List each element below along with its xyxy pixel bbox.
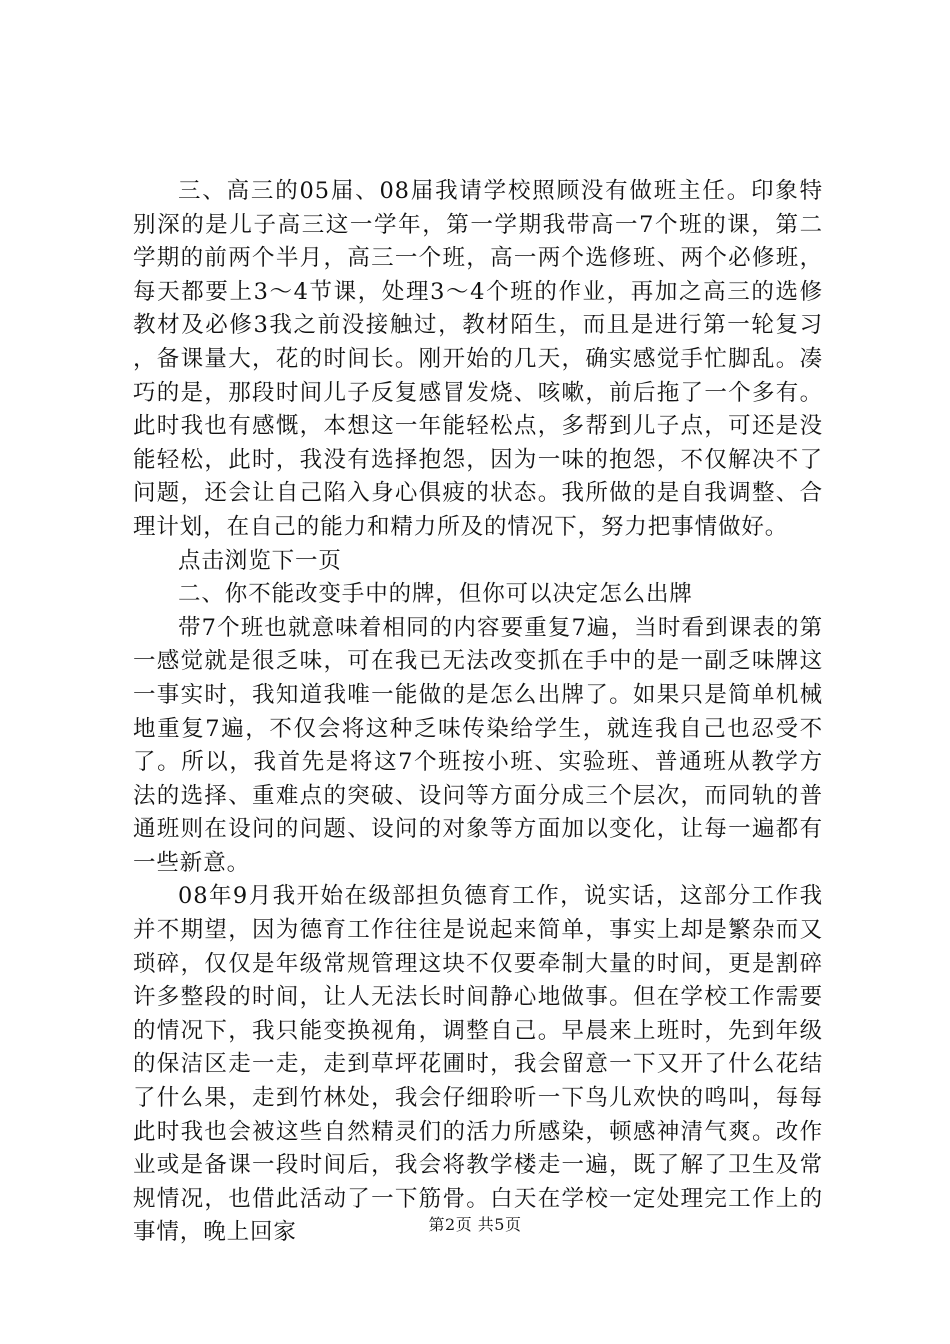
page-number: 第2页 共5页 [428,1215,522,1234]
paragraph-seven-classes: 带7个班也就意味着相同的内容要重复7遍，当时看到课表的第一感觉就是很乏味，可在我已无法改变抓在手中的是一副乏味牌这一事实时，我知道我唯一能做的是怎么出牌了。如果只是简单机械地重复7遍，不仅会将这种乏味传染给学生，就连我自己也忍受不了。所以，我首先是将这7个班按小班、实验班、普通班从教学方法的选择、重难点的突破、设问等方面分成三个层次，而同轨的普通班则在设问的问题、设问的对象等方面加以变化，让每一遍都有一些新意。 [133,614,823,876]
document-body [133,175,823,1250]
next-page-link[interactable]: 点击浏览下一页 [178,547,342,574]
section-heading-play-your-cards: 二、你不能改变手中的牌，但你可以决定怎么出牌 [178,581,693,608]
page-footer [0,1212,950,1235]
paragraph-class-teacher-experience: 三、高三的05届、08届我请学校照顾没有做班主任。印象特别深的是儿子高三这一学年，第一学期我带高一7个班的课，第二学期的前两个半月，高三一个班，高一两个选修班、两个必修班，每天都要上3～4节课，处理3～4个班的作业，再加之高三的选修教材及必修3我之前没接触过，教材陌生，而且是进行第一轮复习，备课量大，花的时间长。刚开始的几天，确实感觉手忙脚乱。凑巧的是，那段时间儿子反复感冒发烧、咳嗽，前后拖了一个多有。此时我也有感慨，本想这一年能轻松点，多帮到儿子点，可还是没能轻松，此时，我没有选择抱怨，因为一味的抱怨，不仅解决不了问题，还会让自己陷入身心俱疲的状态。我所做的是自我调整、合理计划，在自己的能力和精力所及的情况下，努力把事情做好。 [133,178,823,540]
paragraph-moral-education-work: 08年9月我开始在级部担负德育工作，说实话，这部分工作我并不期望，因为德育工作往往是说起来简单，事实上却是繁杂而又琐碎，仅仅是年级常规管理这块不仅要牵制大量的时间，更是割碎许多整段的时间，让人无法长时间静心地做事。但在学校工作需要的情况下，我只能变换视角，调整自己。早晨来上班时，先到年级的保洁区走一走，走到草坪花圃时，我会留意一下又开了什么花结了什么果，走到竹林处，我会仔细聆听一下鸟儿欢快的鸣叫，每每此时我也会被这些自然精灵们的活力所感染，顿感神清气爽。改作业或是备课一段时间后，我会将教学楼走一遍，既了解了卫生及常规情况，也借此活动了一下筋骨。白天在学校一定处理完工作上的事情，晚上回家 [133,883,823,1246]
